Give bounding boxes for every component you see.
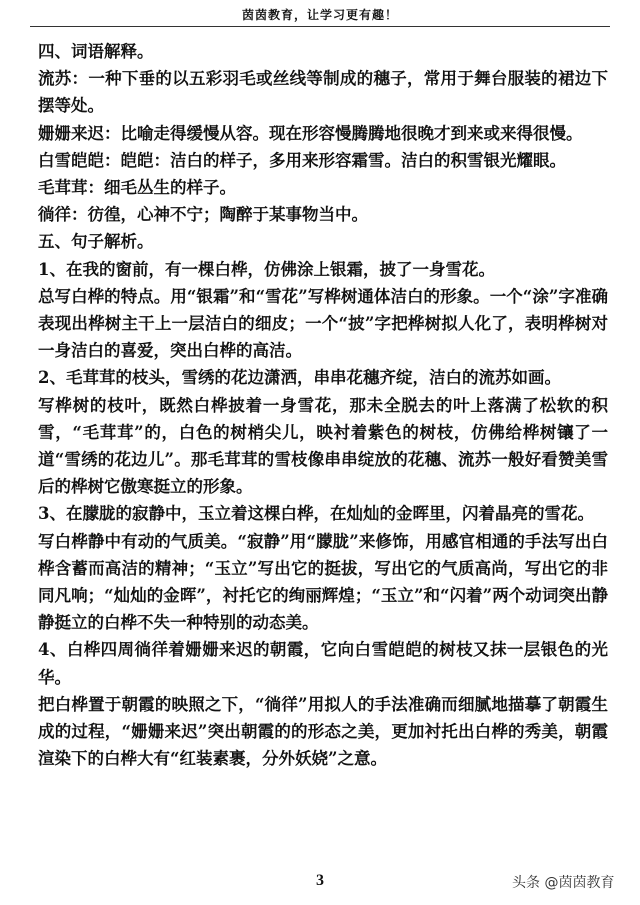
sentence-2: 2、毛茸茸的枝头，雪绣的花边潇洒，串串花穗齐绽，洁白的流苏如画。 <box>38 368 561 388</box>
header-divider <box>30 26 610 27</box>
page-header: 茵茵教育，让学习更有趣！ <box>241 8 398 22</box>
section-heading-sentences: 五、句子解析。 <box>38 232 154 252</box>
sentence-4-analysis: 把白桦置于朝霞的映照之下，“徜徉”用拟人的手法准确而细腻地描摹了朝霞生成的过程，“姗姗来迟”突出朝霞的的形态之美，更加衬托出白桦的秀美，朝霞渲染下的白桦大有“红装素裹，分外妖娆”之意。 <box>38 694 608 769</box>
section-heading-vocabulary: 四、词语解释。 <box>38 42 154 61</box>
page-number: 3 <box>316 872 324 889</box>
document-body <box>38 38 608 772</box>
vocab-entry-maorongrong: 毛茸茸：细毛丛生的样子。 <box>38 178 236 198</box>
vocab-entry-changyang: 徜徉：彷徨，心神不宁；陶醉于某事物当中。 <box>38 205 368 225</box>
sentence-4: 4、白桦四周徜徉着姗姗来迟的朝霞，它向白雪皑皑的树枝又抹一层银色的光华。 <box>38 640 608 687</box>
vocab-entry-shanshan: 姗姗来迟：比喻走得缓慢从容。现在形容慢腾腾地很晚才到来或来得很慢。 <box>38 123 583 143</box>
sentence-2-analysis: 写桦树的枝叶，既然白桦披着一身雪花，那未全脱去的叶上落满了松软的积雪，“毛茸茸”的，白色的树梢尖儿，映衬着紫色的树枝，仿佛给桦树镶了一道“雪绣的花边儿”。那毛茸茸的雪枝像串串绽放的花穗、流苏一般好看赞美雪后的桦树它傲寒挺立的形象。 <box>38 395 608 497</box>
sentence-3: 3、在朦胧的寂静中，玉立着这棵白桦，在灿灿的金晖里，闪着晶亮的雪花。 <box>38 504 594 524</box>
watermark: 头条 @茵茵教育 <box>512 875 615 891</box>
vocab-entry-liusu: 流苏：一种下垂的以五彩羽毛或丝线等制成的穗子，常用于舞台服装的裙边下摆等处。 <box>38 69 608 116</box>
sentence-1: 1、在我的窗前，有一棵白桦，仿佛涂上银霜，披了一身雪花。 <box>38 259 495 279</box>
vocab-entry-aiai: 白雪皑皑：皑皑：洁白的样子，多用来形容霜雪。洁白的积雪银光耀眼。 <box>38 150 566 170</box>
sentence-3-analysis: 写白桦静中有动的气质美。“寂静”用“朦胧”来修饰，用感官相通的手法写出白桦含蓄而高洁的精神；“玉立”写出它的挺拔，写出它的气质高尚，写出它的非同凡响；“灿灿的金晖”，衬托它的绚丽辉煌；“玉立”和“闪着”两个动词突出静静挺立的白桦不失一种特别的动态美。 <box>38 531 608 633</box>
sentence-1-analysis: 总写白桦的特点。用“银霜”和“雪花”写桦树通体洁白的形象。一个“涂”字准确表现出桦树主干上一层洁白的细皮；一个“披”字把桦树拟人化了，表明桦树对一身洁白的喜爱，突出白桦的高洁。 <box>38 286 608 361</box>
